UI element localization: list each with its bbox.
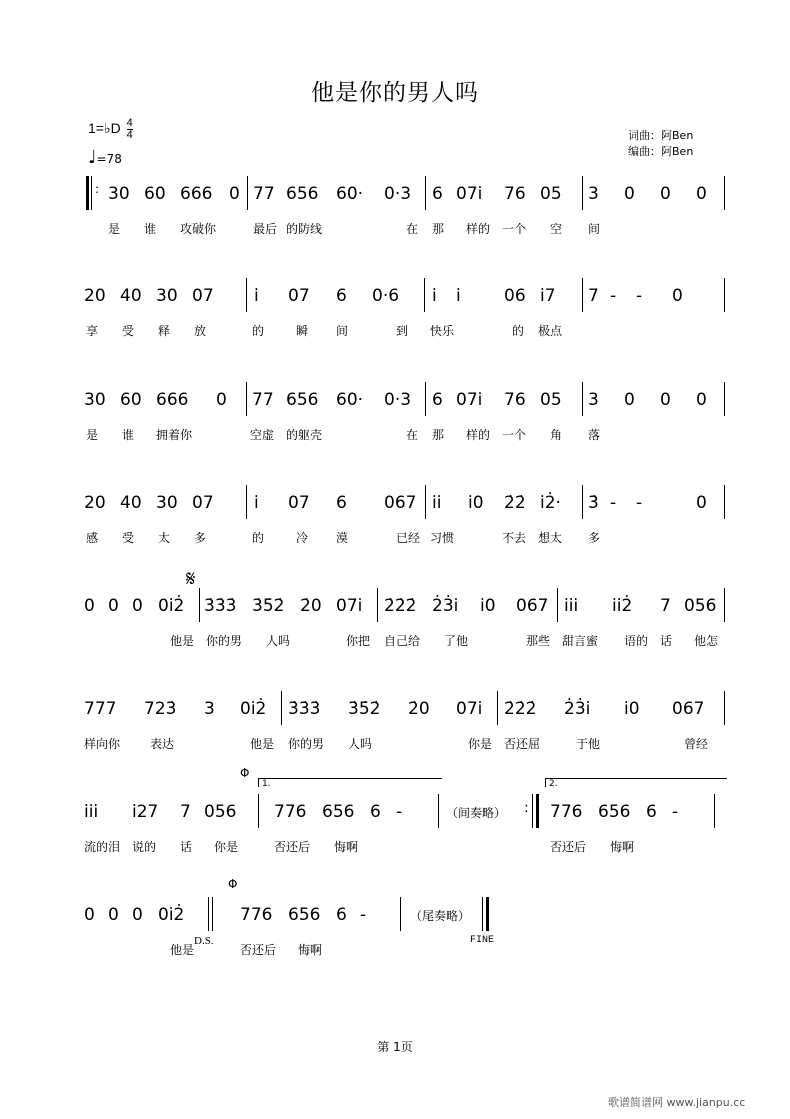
lyric: 的躯壳 bbox=[286, 428, 323, 442]
note: 07 bbox=[192, 286, 214, 306]
arrange-credit: 编曲：阿Ben bbox=[628, 145, 694, 158]
barline bbox=[724, 278, 725, 312]
note: 3̇3̇3̇ bbox=[204, 596, 237, 616]
note: - bbox=[360, 905, 367, 925]
barline bbox=[425, 176, 426, 210]
note: 30 bbox=[84, 390, 106, 410]
note: 0 bbox=[696, 184, 707, 204]
lyric: 话 bbox=[660, 634, 673, 648]
lyric: 甜言蜜 bbox=[562, 634, 599, 648]
fine-marking: FINE bbox=[470, 935, 495, 946]
note: i̇i̇i̇ bbox=[84, 802, 99, 822]
note: - bbox=[610, 493, 617, 513]
note: 76 bbox=[504, 184, 526, 204]
note: 3̇ bbox=[588, 493, 599, 513]
note: 0 bbox=[132, 905, 143, 925]
score-line-1 bbox=[0, 184, 790, 274]
note: 056 bbox=[684, 596, 717, 616]
lyric: 间 bbox=[336, 324, 349, 338]
time-signature bbox=[127, 118, 133, 141]
note: 067 bbox=[516, 596, 549, 616]
lyric: 已经 bbox=[396, 531, 421, 545]
lyric: 瞬 bbox=[296, 324, 309, 338]
lyric: 角 bbox=[550, 428, 563, 442]
note: 067 bbox=[672, 699, 705, 719]
repeat-end-bar bbox=[536, 794, 539, 828]
lyrics-row bbox=[0, 426, 790, 444]
note: 20 bbox=[84, 493, 106, 513]
page-number: 第 1页 bbox=[377, 1040, 413, 1054]
score-line-8 bbox=[0, 877, 790, 995]
note: 0 bbox=[132, 596, 143, 616]
key-prefix: 1= bbox=[88, 120, 104, 137]
lyric: 你的男 bbox=[288, 737, 325, 751]
note: 3̇3̇3̇ bbox=[288, 699, 321, 719]
repeat-dots: : bbox=[95, 182, 100, 196]
lyric: 多 bbox=[588, 531, 601, 545]
note: 666 bbox=[180, 184, 213, 204]
note: 2̇2̇2̇ bbox=[384, 596, 417, 616]
barline bbox=[714, 794, 715, 828]
lyric: 极点 bbox=[538, 324, 563, 338]
barline bbox=[724, 588, 725, 622]
note: 05 bbox=[540, 390, 562, 410]
lyric: 感 bbox=[86, 531, 99, 545]
note: 60· bbox=[336, 390, 364, 410]
lyric: 拥着你 bbox=[156, 428, 193, 442]
note: 6 bbox=[432, 184, 443, 204]
lyric: 一个 bbox=[502, 428, 527, 442]
key-signature bbox=[88, 118, 133, 141]
note: 723̇ bbox=[144, 699, 177, 719]
score-line-4 bbox=[0, 493, 790, 583]
note: 0 bbox=[84, 905, 95, 925]
lyric: 的防线 bbox=[286, 222, 323, 236]
lyric: 了他 bbox=[444, 634, 469, 648]
barline bbox=[724, 485, 725, 519]
lyric: 释 bbox=[158, 324, 171, 338]
note: 3 bbox=[204, 699, 215, 719]
barline bbox=[246, 485, 247, 519]
repeat-dots: : bbox=[524, 800, 529, 816]
lyric: 习惯 bbox=[430, 531, 455, 545]
note: 0 bbox=[672, 286, 683, 306]
lyric: 他是 bbox=[170, 634, 195, 648]
lyric: 冷 bbox=[296, 531, 309, 545]
note: 0 bbox=[84, 596, 95, 616]
lyric: 在 bbox=[406, 222, 419, 236]
lyric: 最后 bbox=[253, 222, 278, 236]
lyrics-row bbox=[0, 632, 790, 650]
note: 0 bbox=[624, 184, 635, 204]
lyric: 自己给 bbox=[384, 634, 421, 648]
note: 776 bbox=[274, 802, 307, 822]
outro-text: （尾奏略） bbox=[410, 909, 471, 923]
note: 0 bbox=[696, 390, 707, 410]
barline bbox=[377, 588, 378, 622]
notes-row bbox=[0, 184, 790, 214]
barline bbox=[400, 897, 401, 931]
note: 3 bbox=[588, 184, 599, 204]
lyric: 空 bbox=[550, 222, 563, 236]
lyric: 放 bbox=[194, 324, 207, 338]
notes-row bbox=[0, 699, 790, 729]
barline bbox=[425, 382, 426, 416]
lyric: 受 bbox=[122, 324, 135, 338]
note: 0·3 bbox=[384, 390, 412, 410]
lyrics-row bbox=[0, 220, 790, 238]
note: 0 bbox=[696, 493, 707, 513]
lyric: 表达 bbox=[150, 737, 175, 751]
note: 0 bbox=[229, 184, 240, 204]
lyric: 享 bbox=[86, 324, 99, 338]
interlude-text: （间奏略） bbox=[446, 806, 507, 820]
notes-row bbox=[0, 802, 790, 832]
score-line-2 bbox=[0, 286, 790, 376]
lyric: 曾经 bbox=[684, 737, 709, 751]
note: 067 bbox=[384, 493, 417, 513]
quarter-note-icon: ♩ bbox=[88, 147, 97, 168]
note: 2̇0 bbox=[408, 699, 430, 719]
note: 2̇0 bbox=[300, 596, 322, 616]
note: 0 bbox=[216, 390, 227, 410]
note: 0 bbox=[108, 596, 119, 616]
note: i̇i̇i̇ bbox=[564, 596, 579, 616]
note: 0 bbox=[660, 390, 671, 410]
barline bbox=[199, 588, 200, 622]
note: 656 bbox=[286, 184, 319, 204]
note: 60 bbox=[120, 390, 142, 410]
lyric: 他怎 bbox=[694, 634, 719, 648]
score-line-7 bbox=[0, 766, 790, 892]
lyrics-row bbox=[0, 935, 790, 959]
barline bbox=[424, 278, 425, 312]
lyric: 否还后 bbox=[274, 840, 311, 854]
lyric: 多 bbox=[194, 531, 207, 545]
lyric: 否还后 bbox=[240, 943, 277, 957]
note: - bbox=[610, 286, 617, 306]
note: - bbox=[636, 493, 643, 513]
lyric: 谁 bbox=[122, 428, 135, 442]
barline bbox=[247, 176, 248, 210]
time-beats: 4 bbox=[126, 117, 133, 129]
watermark: 歌谱简谱网 www.jianpu.cc bbox=[608, 1096, 746, 1109]
key-note: D bbox=[110, 120, 121, 137]
note: 2̇3̇i̇ bbox=[564, 699, 591, 719]
note: 07i̇ bbox=[336, 596, 363, 616]
note: - bbox=[636, 286, 643, 306]
lyric: 的 bbox=[252, 324, 265, 338]
barline bbox=[532, 794, 533, 828]
lyric: 样的 bbox=[466, 428, 491, 442]
note: 07i̇ bbox=[456, 184, 483, 204]
note: 30 bbox=[156, 493, 178, 513]
barline bbox=[724, 382, 725, 416]
note: i̇7 bbox=[540, 286, 556, 306]
lyric: 于他 bbox=[576, 737, 601, 751]
note: 7 bbox=[660, 596, 671, 616]
note: 77 bbox=[252, 390, 274, 410]
lyric: 你的男 bbox=[206, 634, 243, 648]
lyric: 人吗 bbox=[266, 634, 291, 648]
note: i̇27 bbox=[132, 802, 159, 822]
lyric: 你是 bbox=[468, 737, 493, 751]
lyric: 样的 bbox=[466, 222, 491, 236]
lyric: 悔啊 bbox=[298, 943, 323, 957]
barline bbox=[582, 278, 583, 312]
barline bbox=[582, 176, 583, 210]
lyrics-row bbox=[0, 322, 790, 340]
lyric: 漠 bbox=[336, 531, 349, 545]
note: 07i̇ bbox=[456, 390, 483, 410]
barline bbox=[497, 691, 498, 725]
barline bbox=[582, 485, 583, 519]
lyric: 快乐 bbox=[430, 324, 455, 338]
lyric: 是 bbox=[86, 428, 99, 442]
tempo bbox=[88, 147, 122, 168]
coda-icon: Φ bbox=[240, 766, 250, 780]
note: 656 bbox=[322, 802, 355, 822]
lyric: 话 bbox=[180, 840, 193, 854]
note: i̇ bbox=[456, 286, 461, 306]
notes-row bbox=[0, 286, 790, 316]
barline bbox=[208, 897, 209, 931]
lyric: 那 bbox=[432, 428, 445, 442]
first-ending-bracket: 1. bbox=[258, 778, 442, 787]
note: - bbox=[396, 802, 403, 822]
barline bbox=[212, 897, 213, 931]
lyric: 不去 bbox=[502, 531, 527, 545]
lyric: 语的 bbox=[624, 634, 649, 648]
lyric: 悔啊 bbox=[334, 840, 359, 854]
flat-sign: ♭ bbox=[103, 120, 111, 137]
note: 6 bbox=[432, 390, 443, 410]
lyric: 是 bbox=[108, 222, 121, 236]
score-line-3 bbox=[0, 390, 790, 480]
lyric: 否还屈 bbox=[504, 737, 541, 751]
note: 656 bbox=[288, 905, 321, 925]
lyric: 那 bbox=[432, 222, 445, 236]
note: i̇ bbox=[254, 286, 259, 306]
note: 77 bbox=[253, 184, 275, 204]
lyric: 在 bbox=[406, 428, 419, 442]
note: 05 bbox=[540, 184, 562, 204]
note: 776 bbox=[240, 905, 273, 925]
note: i̇ bbox=[432, 286, 437, 306]
note: 056 bbox=[204, 802, 237, 822]
barline bbox=[557, 588, 558, 622]
lyric: 样向你 bbox=[84, 737, 121, 751]
note: i̇2̇· bbox=[540, 493, 561, 513]
note: 0 bbox=[660, 184, 671, 204]
note: 656 bbox=[598, 802, 631, 822]
lyric: 落 bbox=[588, 428, 601, 442]
tempo-value: =78 bbox=[96, 152, 122, 166]
note: 20 bbox=[84, 286, 106, 306]
lyric: 谁 bbox=[144, 222, 157, 236]
score-line-6 bbox=[0, 699, 790, 789]
note: 0 bbox=[108, 905, 119, 925]
lyric: 攻破你 bbox=[180, 222, 217, 236]
note: 0·3 bbox=[384, 184, 412, 204]
note: i̇0 bbox=[624, 699, 640, 719]
notes-row bbox=[0, 905, 790, 935]
lyric: 他是 bbox=[250, 737, 275, 751]
note: i̇ bbox=[254, 493, 259, 513]
note: 0i̇2̇ bbox=[240, 699, 267, 719]
lyric: 受 bbox=[122, 531, 135, 545]
barline bbox=[482, 897, 483, 931]
lyric: 那些 bbox=[526, 634, 551, 648]
note: 2̇3̇i̇ bbox=[432, 596, 459, 616]
note: 776 bbox=[550, 802, 583, 822]
lyric: 悔啊 bbox=[610, 840, 635, 854]
note: 0·6 bbox=[372, 286, 400, 306]
note: 7 bbox=[588, 286, 599, 306]
lyric: 说的 bbox=[132, 840, 157, 854]
note: 60 bbox=[144, 184, 166, 204]
barline bbox=[246, 278, 247, 312]
lyric: 一个 bbox=[502, 222, 527, 236]
barline bbox=[582, 382, 583, 416]
note: 06 bbox=[504, 286, 526, 306]
lyric: 你把 bbox=[346, 634, 371, 648]
lyric: 到 bbox=[396, 324, 409, 338]
barline bbox=[724, 691, 725, 725]
note: i̇0 bbox=[480, 596, 496, 616]
note: 6 bbox=[336, 286, 347, 306]
note: 666 bbox=[156, 390, 189, 410]
lyrics-credit: 词曲：阿Ben bbox=[628, 129, 694, 142]
note: 76 bbox=[504, 390, 526, 410]
note: 6 bbox=[646, 802, 657, 822]
score-line-5 bbox=[0, 566, 790, 686]
lyric: 流的泪 bbox=[84, 840, 121, 854]
lyric: 他是 bbox=[170, 943, 195, 957]
barline bbox=[246, 382, 247, 416]
lyric: 空虚 bbox=[250, 428, 275, 442]
note: 777 bbox=[84, 699, 117, 719]
page-title: 他是你的男人吗 bbox=[311, 80, 479, 106]
note: 0 bbox=[624, 390, 635, 410]
note: 30 bbox=[156, 286, 178, 306]
note: 07 bbox=[288, 286, 310, 306]
notes-row bbox=[0, 493, 790, 523]
lyric: 人吗 bbox=[348, 737, 373, 751]
barline bbox=[258, 794, 259, 828]
lyrics-row bbox=[0, 529, 790, 547]
ds-marking: D.S. bbox=[194, 935, 214, 947]
note: 3̇5̇2̇ bbox=[252, 596, 285, 616]
note: 2̇2̇ bbox=[504, 493, 526, 513]
barline bbox=[425, 485, 426, 519]
note: 7 bbox=[180, 802, 191, 822]
note: 6 bbox=[336, 493, 347, 513]
note: 6 bbox=[336, 905, 347, 925]
barline bbox=[724, 176, 725, 210]
note: 60· bbox=[336, 184, 364, 204]
lyrics-row bbox=[0, 838, 790, 856]
note: 6 bbox=[370, 802, 381, 822]
note: i̇i̇2̇ bbox=[612, 596, 633, 616]
note: 0i̇2̇ bbox=[158, 905, 185, 925]
lyric: 否还后 bbox=[550, 840, 587, 854]
note: 07i̇ bbox=[456, 699, 483, 719]
note: 656 bbox=[286, 390, 319, 410]
time-unit: 4 bbox=[126, 129, 133, 141]
final-bar bbox=[486, 897, 489, 931]
note: 07 bbox=[288, 493, 310, 513]
lyric: 你是 bbox=[214, 840, 239, 854]
note: 3 bbox=[588, 390, 599, 410]
note: 2̇2̇2̇ bbox=[504, 699, 537, 719]
lyrics-row bbox=[0, 735, 790, 753]
coda-icon: Φ bbox=[228, 877, 238, 891]
note: - bbox=[672, 802, 679, 822]
second-ending-bracket: 2. bbox=[545, 778, 727, 787]
lyric: 太 bbox=[158, 531, 171, 545]
barline bbox=[281, 691, 282, 725]
note: 40 bbox=[120, 493, 142, 513]
note: 30 bbox=[108, 184, 130, 204]
note: i̇i̇ bbox=[432, 493, 442, 513]
note: 40 bbox=[120, 286, 142, 306]
credits bbox=[628, 128, 693, 160]
note: 0i̇2̇ bbox=[158, 596, 185, 616]
lyric: 想太 bbox=[538, 531, 563, 545]
note: 07 bbox=[192, 493, 214, 513]
note: i̇0 bbox=[468, 493, 484, 513]
lyric: 间 bbox=[588, 222, 601, 236]
lyric: 的 bbox=[252, 531, 265, 545]
notes-row bbox=[0, 390, 790, 420]
barline bbox=[438, 794, 439, 828]
notes-row bbox=[0, 596, 790, 626]
note: 3̇5̇2̇ bbox=[348, 699, 381, 719]
segno-icon: 𝄋 bbox=[186, 566, 196, 591]
lyric: 的 bbox=[512, 324, 525, 338]
